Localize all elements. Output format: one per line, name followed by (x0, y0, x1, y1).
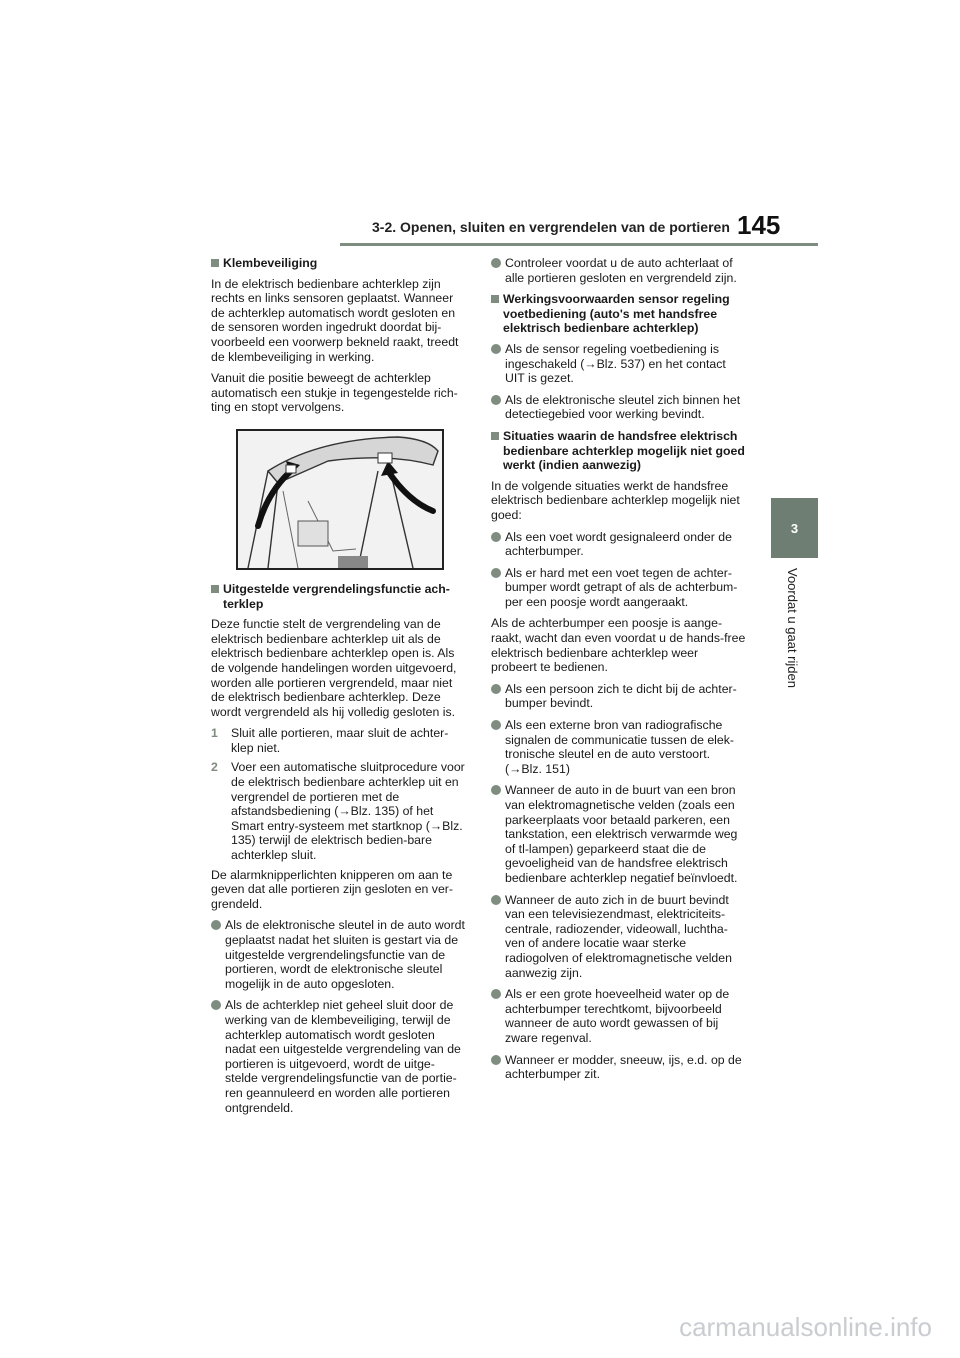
square-bullet-icon (211, 585, 219, 593)
round-bullet-icon (211, 920, 221, 930)
paragraph: Als de achterbumper een poosje is aange-raakt, wacht dan even voordat u de hands-free elektrisch bedienbare achterklep weer probeert te bedienen. (491, 616, 746, 675)
section-heading-situaties: Situaties waarin de handsfree elektrisch bedienbare achterklep mogelijk niet goed werkt (indien aanwezig) (491, 429, 746, 473)
round-bullet-icon (491, 989, 501, 999)
paragraph: Vanuit die positie beweegt de achterklep automatisch een stukje in tegengestelde rich-ting en stopt vervolgens. (211, 371, 458, 415)
left-column (211, 256, 466, 1122)
paragraph: In de volgende situaties werkt de handsfree elektrisch bedienbare achterklep mogelijk niet goed: (491, 478, 740, 522)
paragraph: De alarmknipperlichten knipperen om aan te geven dat alle portieren zijn gesloten en ver-grendeld. (211, 867, 453, 911)
round-bullet-icon (491, 1055, 501, 1065)
bullet-item: Wanneer er modder, sneeuw, ijs, e.d. op de achterbumper zit. (491, 1053, 746, 1082)
square-bullet-icon (211, 259, 219, 267)
bullet-item: Als een externe bron van radiografische signalen de communicatie tussen de elek-tronische sleutel en de auto verstoort. (→Blz. 151) (491, 718, 746, 776)
watermark: carmanualsonline.info (679, 1312, 932, 1342)
bullet-item: Als een persoon zich te dicht bij de achter-bumper bevindt. (491, 682, 746, 711)
tailgate-illustration (236, 429, 444, 570)
round-bullet-icon (491, 568, 501, 578)
section-heading-klembeveiliging: Klembeveiliging (211, 256, 466, 271)
round-bullet-icon (491, 720, 501, 730)
paragraph: In de elektrisch bedienbare achterklep zijn rechts en links sensoren geplaatst. Wanneer de achterklep automatisch wordt gesloten en de sensoren worden ingedrukt doordat bij-voorbeeld een voorwerp bekneld raakt, treedt de klembeveiliging in werking. (211, 276, 459, 364)
round-bullet-icon (491, 684, 501, 694)
bullet-item: Als er een grote hoeveelheid water op de achterbumper terechtkomt, bijvoorbeeld wanneer de auto wordt gewassen of bij zware regenval. (491, 987, 746, 1045)
bullet-item: Als de elektronische sleutel zich binnen het detectiegebied voor werking bevindt. (491, 393, 746, 422)
running-header: 3-2. Openen, sluiten en vergrendelen van de portieren (372, 219, 730, 235)
right-column (491, 256, 746, 1089)
bullet-item: Als een voet wordt gesignaleerd onder de achterbumper. (491, 530, 746, 559)
round-bullet-icon (491, 532, 501, 542)
page-number: 145 (737, 210, 781, 240)
round-bullet-icon (491, 344, 501, 354)
bullet-item: Wanneer de auto zich in de buurt bevindt van een televisiezendmast, elektriciteits-centrale, radiozender, videowall, luchtha-ven of andere locatie waar sterke radiogolven of elektromagnetische velden aanwezig zijn. (491, 893, 746, 981)
round-bullet-icon (491, 395, 501, 405)
section-heading-uitgestelde-vergrendeling: Uitgestelde vergrendelingsfunctie ach-terklep (211, 582, 466, 611)
round-bullet-icon (491, 258, 501, 268)
chapter-label: Voordat u gaat rijden (785, 568, 800, 688)
bullet-item: Controleer voordat u de auto achterlaat of alle portieren gesloten en vergrendeld zijn. (491, 256, 746, 285)
bullet-item: Als er hard met een voet tegen de achter-bumper wordt getrapt of als de achterbum-per een poosje wordt aangeraakt. (491, 566, 746, 610)
bullet-item: Wanneer de auto in de buurt van een bron van elektromagnetische velden (zoals een parkeerplaats voor betaald parkeren, een tankstation, een elektrisch verwarmde weg of tl-lampen) geparkeerd staat die de gevoeligheid van de handsfree elektrisch bedienbare achterklep negatief beïnvloedt. (491, 783, 746, 885)
paragraph: Deze functie stelt de vergrendeling van de elektrisch bedienbare achterklep uit als de elektrisch bedienbare achterklep open is. Als de volgende handelingen worden uitgevoerd, worden alle portieren vergrendeld, maar niet de elektrisch bedienbare achterklep. Deze wordt vergrendeld als hij volledig gesloten is. (211, 617, 457, 719)
step-item: 2 Voer een automatische sluitprocedure voor de elektrisch bedienbare achterklep uit en vergrendel de portieren met de afstandsbediening (→Blz. 135) of het Smart entry-systeem met startknop (→Blz. 135) terwijl de elektrisch bedien-bare achterklep sluit. (211, 760, 465, 863)
chapter-tab: 3 (771, 498, 818, 558)
square-bullet-icon (491, 432, 499, 440)
bullet-item: Als de sensor regeling voetbediening is ingeschakeld (→Blz. 537) en het contact UIT is gezet. (491, 342, 746, 386)
header-rule (340, 243, 818, 246)
bullet-item: Als de achterklep niet geheel sluit door de werking van de klembeveiliging, terwijl de achterklep automatisch wordt gesloten nadat een uitgestelde vergrendeling van de portieren is uitgevoerd, wordt de uitge-stelde vergrendelingsfunctie van de portie-ren geannuleerd en worden alle portieren ontgrendeld. (211, 998, 466, 1115)
round-bullet-icon (491, 895, 501, 905)
square-bullet-icon (491, 295, 499, 303)
round-bullet-icon (211, 1000, 221, 1010)
section-heading-werkingsvoorwaarden: Werkingsvoorwaarden sensor regeling voetbediening (auto's met handsfree elektrisch bedienbare achterklep) (491, 292, 746, 336)
step-item: 1 Sluit alle portieren, maar sluit de achter-klep niet. (211, 726, 449, 755)
bullet-item: Als de elektronische sleutel in de auto wordt geplaatst nadat het sluiten is gestart via de uitgestelde vergrendelingsfunctie van de portieren, wordt de elektronische sleutel mogelijk in de auto opgesloten. (211, 918, 466, 991)
round-bullet-icon (491, 785, 501, 795)
